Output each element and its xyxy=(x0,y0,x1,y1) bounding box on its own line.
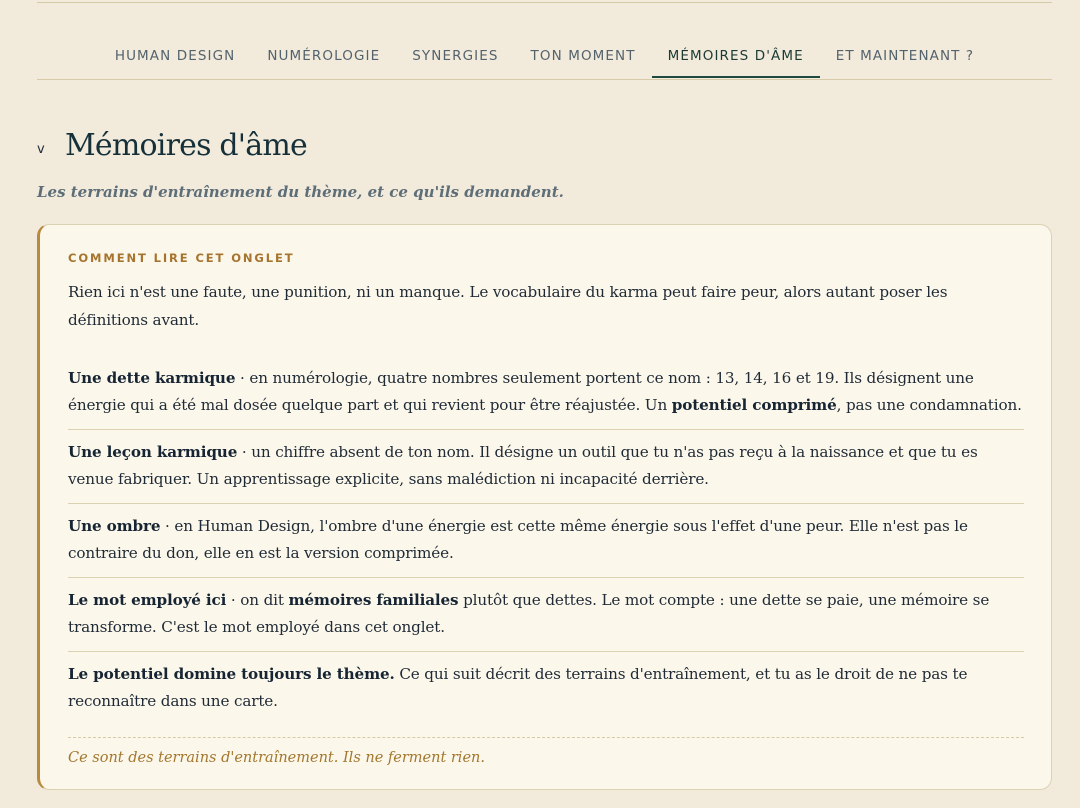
page-title: Mémoires d'âme xyxy=(65,128,307,163)
definition-term: Le potentiel domine toujours le thème. xyxy=(68,665,395,683)
tab-bar xyxy=(37,34,1052,80)
definition-item xyxy=(68,429,1024,503)
definition-text: plutôt que dettes. Le mot compte : une dette se paie, une mémoire se transforme. C'est le mot employé dans cet onglet. xyxy=(68,591,990,636)
tab-ton-moment[interactable]: TON MOMENT xyxy=(530,48,636,64)
definition-item xyxy=(68,503,1024,577)
definition-text: , pas une condamnation. xyxy=(836,396,1022,414)
page-subtitle: Les terrains d'entraînement du thème, et ce qu'ils demandent. xyxy=(37,183,564,201)
tab-synergies[interactable]: SYNERGIES xyxy=(412,48,499,64)
tab-numerologie[interactable]: NUMÉROLOGIE xyxy=(267,48,381,64)
definition-text: Ce qui suit décrit des terrains d'entraînement, et tu as le droit de ne pas te reconnaître dans une carte. xyxy=(68,665,968,710)
definition-term: Le mot employé ici xyxy=(68,591,227,609)
tab-human-design[interactable]: HUMAN DESIGN xyxy=(114,48,236,64)
top-divider xyxy=(37,2,1052,3)
card-intro: Rien ici n'est une faute, une punition, ni un manque. Le vocabulaire du karma peut faire peur, alors autant poser les définitions avant. xyxy=(68,283,948,329)
definition-term: Une ombre xyxy=(68,517,161,535)
definition-term: Une leçon karmique xyxy=(68,443,238,461)
tab-et-maintenant[interactable]: ET MAINTENANT ? xyxy=(835,48,975,64)
definition-item xyxy=(68,651,1024,725)
reading-guide-card xyxy=(37,224,1052,790)
definition-term: Une dette karmique xyxy=(68,369,236,387)
definition-item xyxy=(68,577,1024,651)
card-label: COMMENT LIRE CET ONGLET xyxy=(68,251,295,265)
definition-item xyxy=(68,356,1024,429)
definition-text: · un chiffre absent de ton nom. Il désigne un outil que tu n'as pas reçu à la naissance et que tu es venue fabriquer. Un apprentissage explicite, sans malédiction ni incapacité derrière. xyxy=(68,443,978,488)
definition-text: · en numérologie, quatre nombres seulement portent ce nom : 13, 14, 16 et 19. Ils désignent une énergie qui a été mal dosée quelque part et qui revient pour être réajustée. Un xyxy=(68,369,974,414)
collapse-chevron-icon[interactable]: v xyxy=(37,142,45,157)
definition-text: · on dit xyxy=(226,591,289,609)
definition-emphasis: mémoires familiales xyxy=(288,591,459,609)
definition-text: · en Human Design, l'ombre d'une énergie est cette même énergie sous l'effet d'une peur. Elle n'est pas le contraire du don, elle en est la version comprimée. xyxy=(68,517,968,562)
card-footer-note: Ce sont des terrains d'entraînement. Ils ne ferment rien. xyxy=(68,737,1024,766)
section-header xyxy=(37,128,307,163)
tab-memoires-d-ame[interactable]: MÉMOIRES D'ÂME xyxy=(652,34,820,78)
definition-emphasis: potentiel comprimé xyxy=(671,396,837,414)
